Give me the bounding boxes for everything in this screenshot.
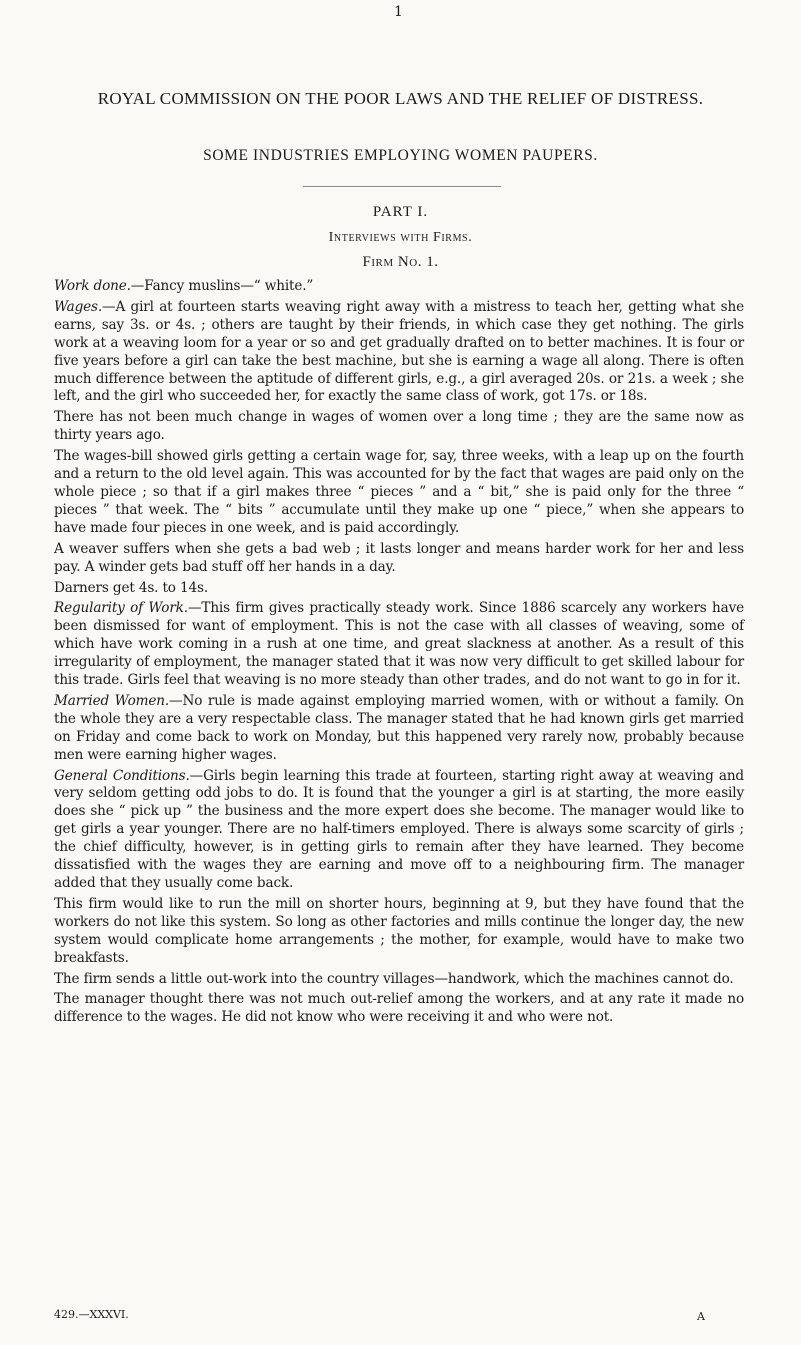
paragraph bbox=[54, 693, 744, 765]
paragraph-text: —A girl at fourteen starts weaving right away with a mistress to teach her, getting what she earns, say 3s. or 4s. ; others are taught by their friends, in which case they get nothing. The girls work at a weaving loom for a year or so and get gradually drafted on to better machines. It is four or five years before a girl can take the best machine, but she is earning a wage all along. There is often much difference between the aptitude of different girls, e.g., a girl averaged 20s. or 21s. a week ; she left, and the girl who succeeded her, for exactly the same class of work, got 17s. or 18s. bbox=[54, 298, 744, 405]
paragraph-text: There has not been much change in wages of women over a long time ; they are the same now as thirty years ago. bbox=[54, 409, 744, 444]
paragraph-text: This firm would like to run the mill on shorter hours, beginning at 9, but they have found that the workers do not like this system. So long as other factories and mills continue the longer day, the new system would complicate home arrangements ; the mother, for example, would have to make two breakfasts. bbox=[54, 895, 744, 966]
paragraph bbox=[54, 991, 744, 1027]
paragraph bbox=[54, 448, 744, 538]
paragraph-lead: Regularity of Work. bbox=[54, 600, 188, 617]
section-heading: Interviews with Firms. bbox=[328, 230, 473, 245]
paragraph-lead: Wages. bbox=[54, 298, 103, 315]
paragraph bbox=[54, 971, 744, 989]
report-title: ROYAL COMMISSION ON THE POOR LAWS AND THE RELIEF OF DISTRESS. bbox=[97, 89, 704, 108]
divider-rule bbox=[303, 186, 501, 187]
paragraph-lead: Married Women. bbox=[54, 692, 170, 709]
paragraph bbox=[54, 299, 744, 406]
paragraph-text: —No rule is made against employing married women, with or without a family. On the whole they are a very respectable class. The manager stated that he had known girls get married on Friday and come back to work on Monday, but this happened very rarely now, probably because men were earning higher wages. bbox=[54, 692, 744, 763]
paragraph-lead: Work done. bbox=[54, 278, 131, 294]
body-text bbox=[54, 278, 744, 1030]
paragraph-text: Darners get 4s. to 14s. bbox=[54, 579, 209, 596]
paragraph-text: The manager thought there was not much out-relief among the workers, and at any rate it made no difference to the wages. He did not know who were receiving it and who were not. bbox=[54, 991, 744, 1026]
paragraph-text: The wages-bill showed girls getting a certain wage for, say, three weeks, with a leap up on the fourth and a return to the old level again. This was accounted for by the fact that wages are paid only on the whole piece ; so that if a girl makes three “ pieces ” and a “ bit,” she is paid only for the three “ pieces ” that week. The “ bits ” accumulate until they make up one “ piece,” when she appears to have made four pieces in one week, and is paid accordingly. bbox=[54, 448, 744, 536]
firm-heading: Firm No. 1. bbox=[362, 254, 439, 270]
paragraph bbox=[54, 580, 744, 598]
paragraph bbox=[54, 896, 744, 968]
signature-mark: A bbox=[697, 1310, 705, 1323]
paragraph bbox=[54, 768, 744, 893]
paragraph bbox=[54, 600, 744, 690]
paragraph-text: A weaver suffers when she gets a bad web ; it lasts longer and means harder work for her and less pay. A winder gets bad stuff off her hands in a day. bbox=[54, 540, 744, 575]
paragraph bbox=[54, 409, 744, 445]
page-number: 1 bbox=[394, 4, 403, 20]
paragraph-text: —Girls begin learning this trade at fourteen, starting right away at weaving and very seldom getting odd jobs to do. It is found that the younger a girl is at starting, the more easily does she “ pick up ” the business and the more expert does she become. The manager would like to get girls a year younger. There are no half-timers employed. There is always some scarcity of girls ; the chief difficulty, however, is in getting girls to remain after they have learned. They become dissatisfied with the wages they are earning and move off to a neighbouring firm. The manager added that they usually come back. bbox=[54, 767, 744, 891]
paragraph-text: —Fancy muslins—“ white.” bbox=[130, 278, 314, 294]
part-heading: PART I. bbox=[372, 204, 429, 220]
paragraph bbox=[54, 541, 744, 577]
paragraph-text: —This firm gives practically steady work. Since 1886 scarcely any workers have been dismissed for want of employment. This is not the case with all classes of weaving, some of which have work coming in a rush at one time, and great slackness at another. As a result of this irregularity of employment, the manager stated that it was now very difficult to get skilled labour for this trade. Girls feel that weaving is no more steady than other trades, and do not want to go in for it. bbox=[54, 600, 745, 689]
paragraph bbox=[54, 278, 744, 296]
print-reference: 429.—XXXVI. bbox=[54, 1308, 129, 1321]
report-subtitle: SOME INDUSTRIES EMPLOYING WOMEN PAUPERS. bbox=[203, 147, 598, 164]
paragraph-text: The firm sends a little out-work into the country villages—handwork, which the machines cannot do. bbox=[54, 970, 734, 987]
paragraph-lead: General Conditions. bbox=[54, 767, 190, 784]
